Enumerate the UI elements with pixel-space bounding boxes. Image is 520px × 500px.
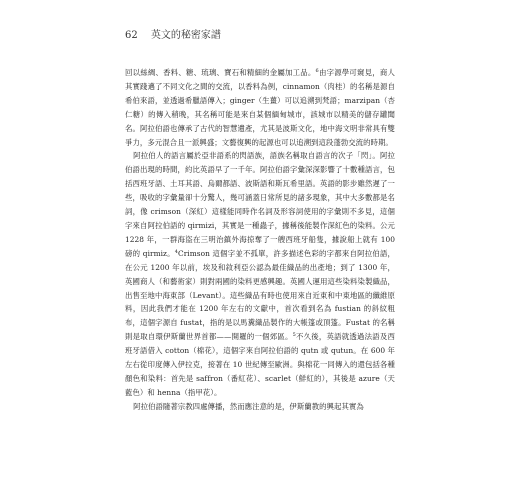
- paragraph-2: [125, 149, 395, 399]
- paragraph-3-text: 阿拉伯語隨著宗教四處傳播，然而應注意的是，伊斯蘭教的興起其實為: [133, 401, 364, 411]
- paragraph-3: [125, 400, 395, 414]
- paragraph-2-rest2: 不久後，英語就透過法語及西班牙語借入 cotton（棉花），這個字來自阿拉伯語的 qutn 或 qutun。在 600 年左右從印度傳入伊拉克，接著在 10 世紀傳至歐洲。與棉花一同傳入的還包括各種顏色和染料：首先是 saffron（番紅花）、scarlet（鮮紅的），其後是 azure（天藍色）和 henna（指甲花）。: [125, 332, 395, 397]
- running-header: [125, 30, 221, 42]
- paragraph-2-rest: Crimson 這個字並不孤單，許多描述色彩的字都來自阿拉伯語，在公元 1200 年以前，埃及和敘利亞公認為最佳織品的出產地；到了 1300 年，英國商人（和藝術家）則對兩國的染料更感興趣。英國人運用這些染料染製織品，出售至地中海東部（Levant）。這些織品有時也使用來自近東和中東地區的纖維原料，因此我們才能在 1200 年左右的文獻中，首次看到名為 fustian 的斜紋粗布，這個字源自 fustat，指的是以馬糞織品製作的大帳篷或頂篷。Fustat 的名稱則是取自環伊斯蘭世界首都——開羅的一個郊區。: [125, 248, 396, 342]
- paragraph-1-text: 回以絲綢、香料、糖、琉璃、寶石和精細的金屬加工品。: [125, 68, 316, 77]
- footnote-marker-4: 4: [174, 248, 179, 255]
- running-title: 英文的秘密家譜: [150, 30, 221, 41]
- body-text: [125, 66, 395, 414]
- paragraph-2-text: 阿拉伯人的語言屬於亞非語系的閃語族，語族名稱取自語言的次子「閃」。阿拉伯語出現的時間，約比英語早了一千年。阿拉伯語字彙深深影響了十數種語言，包括西班牙語、土耳其語、烏爾都語、波斯語和斯瓦希里語。英語的影步雖然遲了一些，吸收的字彙量卻十分驚人，幾可涵蓋日常所見的諸多現象，其中大多數都是名詞，像 crimson（深紅）這樣能同時作名詞及形容詞使用的字彙則不多見，這個字來自阿拉伯語的 qirmizi，其實是一種蟲子，據稱後能製作深紅色的染料。公元 1228 年，一群海盜在三明治鎮外海掠奪了一艘西班牙船隻，據說船上就有 100 磅的 qirmiz。: [125, 151, 395, 258]
- footnote-marker-5: 5: [292, 332, 296, 339]
- footnote-marker-6: 6: [315, 68, 319, 74]
- paragraph-1-rest: 由字源學可窺見，商人其實踐邁了不同文化之間的交流，以香料為例，cinnamon（肉桂）的名稱是源自希伯來語，並透過希臘語傳入；ginger（生薑）可以追溯到梵語；marzipan（杏仁糖）的傳入稍晚，其名稱可能是來自某個緬甸城市，該城市以精美的儲存罐聞名。阿拉伯語也傳承了古代的智慧遺產，尤其是波斯文化，地中海文明非常具有雙爭力，多元混合且一派興盛；文藝復興的起源也可以追溯到這段蓬勃交流的時期。: [125, 68, 395, 147]
- paragraph-1: [125, 66, 395, 149]
- page-number: 62: [125, 30, 138, 41]
